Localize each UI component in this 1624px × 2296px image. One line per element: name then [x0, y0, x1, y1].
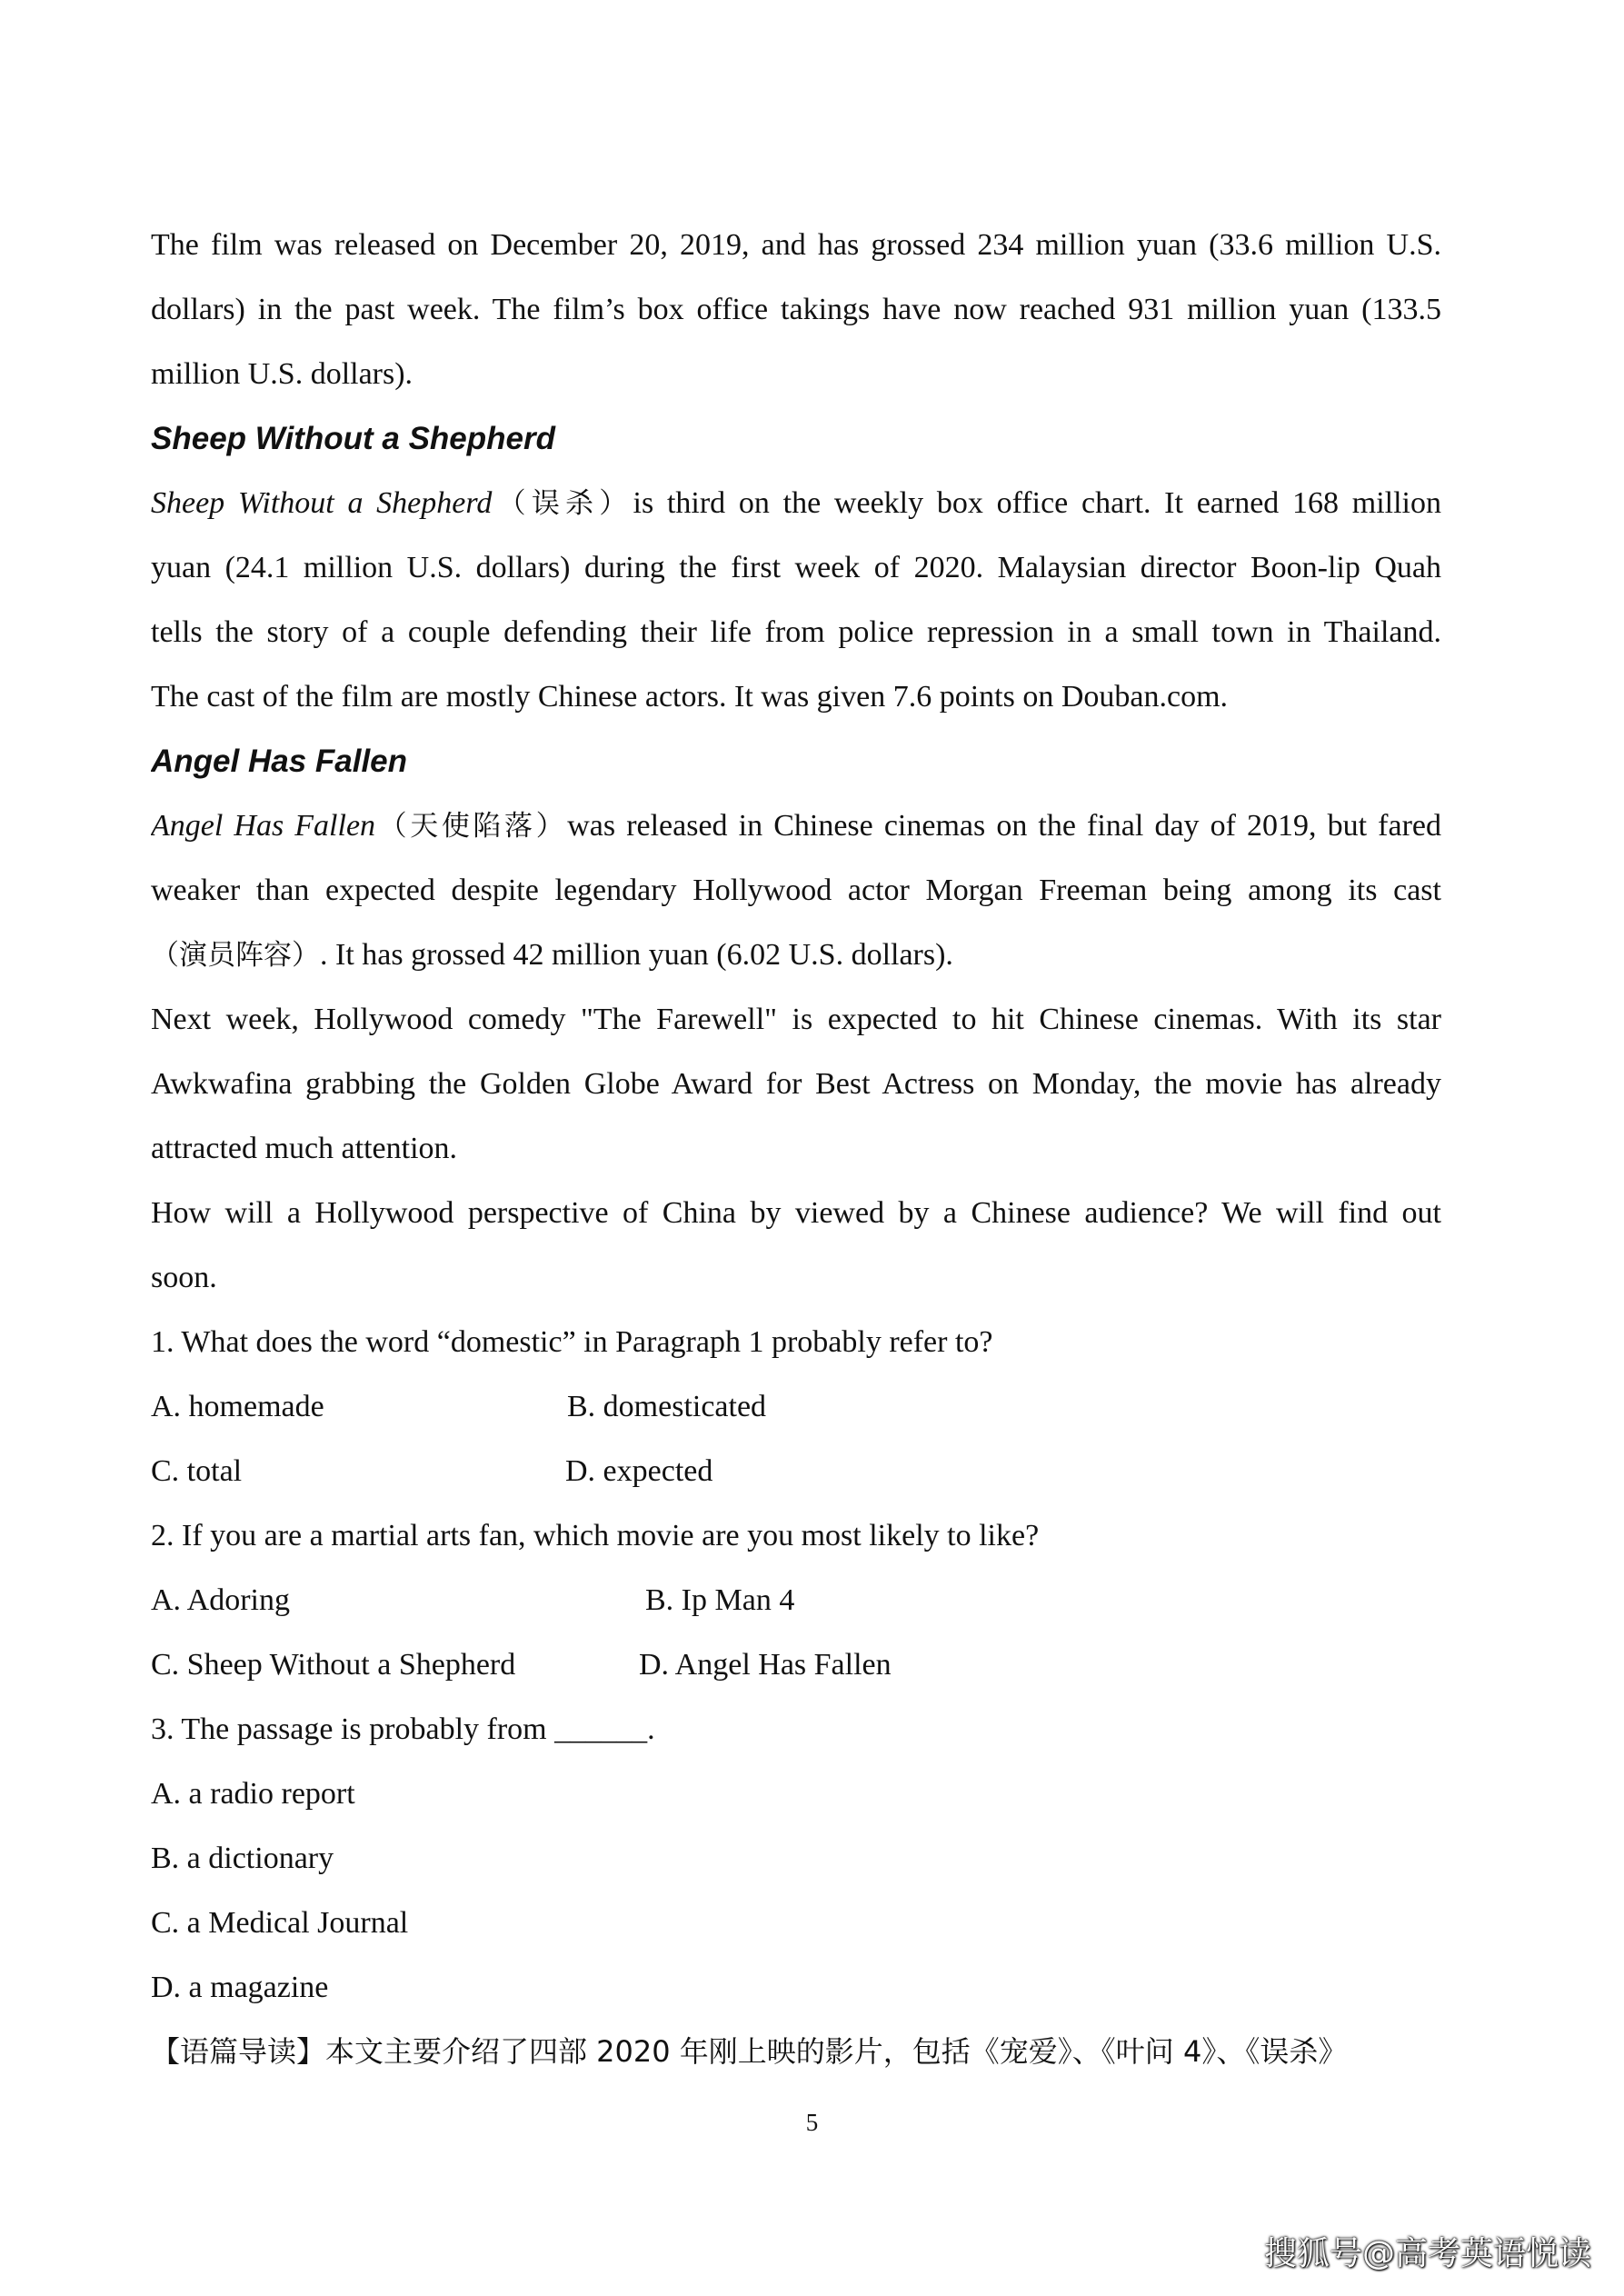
paragraph-line: How will a Hollywood perspective of China by viewed by a Chinese audience? We will find out [151, 1196, 1441, 1230]
paragraph-line: Awkwafina grabbing the Golden Globe Award for Best Actress on Monday, the movie has already [151, 1067, 1441, 1101]
option-d: D. Angel Has Fallen [639, 1648, 892, 1682]
question-1-options-row [151, 1374, 1441, 1439]
paragraph-text: . It has grossed 42 million yuan (6.02 U.S. dollars). [320, 938, 953, 972]
paragraph-line [151, 794, 1441, 858]
chinese-title: （天使陷落） [375, 810, 568, 843]
page-number: 5 [805, 2109, 819, 2136]
document-body [151, 213, 1441, 2084]
section-heading-sheep: Sheep Without a Shepherd [151, 421, 555, 456]
paragraph-line [151, 471, 1441, 535]
option-a: A. Adoring [151, 1583, 290, 1617]
paragraph-line: Next week, Hollywood comedy "The Farewell" is expected to hit Chinese cinemas. With its star [151, 1003, 1441, 1036]
paragraph-line: million U.S. dollars). [151, 357, 413, 391]
paragraph-line: tells the story of a couple defending their life from police repression in a small town in Thailand. [151, 615, 1441, 649]
paragraph-line: weaker than expected despite legendary Hollywood actor Morgan Freeman being among its cast [151, 873, 1441, 907]
question-2-options-row [151, 1632, 1441, 1697]
question-2-options-row [151, 1568, 1441, 1632]
option-a: A. homemade [151, 1390, 324, 1423]
paragraph-line: The cast of the film are mostly Chinese actors. It was given 7.6 points on Douban.com. [151, 680, 1229, 714]
watermark: 搜狐号@高考英语悦读 [1263, 2235, 1591, 2272]
option-c: C. total [151, 1454, 243, 1488]
section-heading-angel: Angel Has Fallen [151, 744, 408, 779]
film-title: Sheep Without a Shepherd [151, 486, 493, 520]
option-c: C. Sheep Without a Shepherd [151, 1648, 516, 1682]
paragraph-text: is third on the weekly box office chart. It earned 168 million [633, 486, 1441, 520]
option-d: D. expected [565, 1454, 713, 1488]
question-1-stem: 1. What does the word “domestic” in Paragraph 1 probably refer to? [151, 1325, 993, 1359]
option-d: D. a magazine [151, 1971, 329, 2004]
question-2-stem: 2. If you are a martial arts fan, which movie are you most likely to like? [151, 1519, 1040, 1552]
chinese-note: （演员阵容） [151, 939, 320, 972]
paragraph-line: The film was released on December 20, 2019, and has grossed 234 million yuan (33.6 million U.S. [151, 228, 1441, 262]
film-title: Angel Has Fallen [151, 809, 376, 843]
option-a: A. a radio report [151, 1777, 355, 1811]
question-1-options-row [151, 1439, 1441, 1503]
question-3-stem: 3. The passage is probably from ______. [151, 1712, 655, 1746]
option-b: B. Ip Man 4 [645, 1583, 795, 1617]
paragraph-line: soon. [151, 1261, 217, 1294]
paragraph-line: attracted much attention. [151, 1132, 458, 1165]
passage-guide: 【语篇导读】本文主要介绍了四部 2020 年刚上映的影片，包括《宠爱》、《叶问 4》、《误杀》 [151, 2034, 1348, 2069]
option-b: B. a dictionary [151, 1842, 334, 1875]
paragraph-line: yuan (24.1 million U.S. dollars) during the first week of 2020. Malaysian director Boon-lip Quah [151, 551, 1441, 584]
option-b: B. domesticated [567, 1390, 767, 1423]
paragraph-text: was released in Chinese cinemas on the final day of 2019, but fared [567, 809, 1441, 843]
option-c: C. a Medical Journal [151, 1906, 409, 1940]
chinese-title: （误杀） [492, 487, 633, 520]
paragraph-line [151, 923, 1441, 987]
paragraph-line: dollars) in the past week. The film’s box office takings have now reached 931 million yuan (133.5 [151, 293, 1441, 326]
